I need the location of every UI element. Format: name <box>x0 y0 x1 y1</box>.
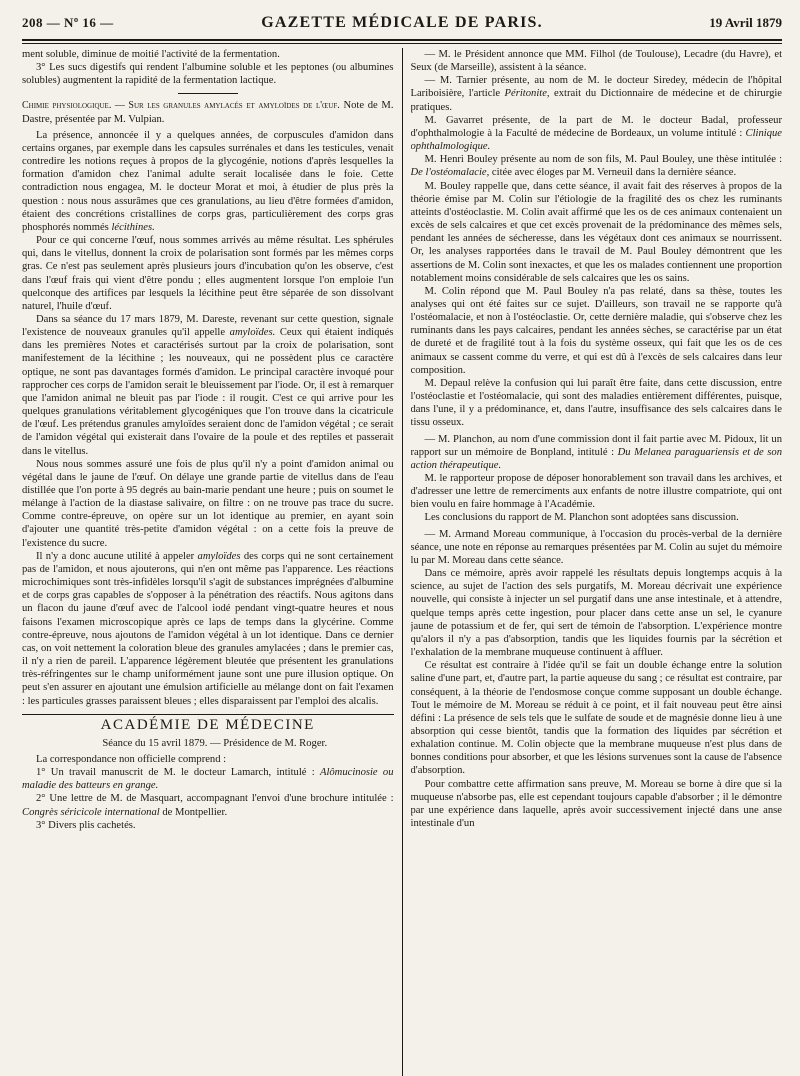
right-column <box>411 48 783 1076</box>
academy-title: ACADÉMIE DE MÉDECINE <box>100 716 315 733</box>
paragraph: M. Gavarret présente, de la part de M. le docteur Badal, professeur d'ophthalmologie à la Faculté de médecine de Bordeaux, un volume intitulé : Clinique ophthalmologique. <box>410 114 783 153</box>
paragraph: 3° Les sucs digestifs qui rendent l'albumine soluble et les peptones (ou albumines solubles) augmentent la rapidité de la fermentation lactique. <box>22 62 394 87</box>
paragraph: La présence, annoncée il y a quelques années, de corpuscules d'amidon dans certains organes, par exemple dans les capsules surrénales et dans les testicules, venait contredire les notions reçues à propos de la glycogénie, notions d'après lesquelles la formation d'amidon chez l'animal adulte serait localisée dans le foie. Cette contradiction nous engagea, M. le docteur Morat et moi, à étudier de plus près la question : nous nous assurâmes que ces granulations, au lieu d'être formées d'amidon, étaient des concrétions cristallines de corps gras, particulièrement des corps gras phosphorés nommés lécithines. <box>22 129 394 233</box>
paragraph: Les conclusions du rapport de M. Planchon sont adoptées sans discussion. <box>424 512 739 524</box>
paragraph: — M. Armand Moreau communique, à l'occasion du procès-verbal de la dernière séance, une note en réponse au remarques présentées par M. Colin au sujet du mémoire lu par M. Moreau dans cette séance. <box>410 528 783 566</box>
paragraph: Il n'y a donc aucune utilité à appeler amyloïdes des corps qui ne sont certainement pas de l'amidon, et nous ajouterons, qui n'en ont même pas l'apparence. Les réactions microchimiques sont très-infidèles lorsqu'il s'agit de substances imprégnées d'albumine et de corps gras capables de s'opposer à la pénétration des réactifs. Nous agitons dans un flacon du jaune d'œuf avec de l'alcool iodé pendant vingt-quatre heures et nous faisons l'examen microscopique après ce laps de temps dans la glycérine. Comme contre-épreuve, nous ajoutons de l'amidon végétal à un lot identique. Dans ce dernier cas, on voit nettement la coloration bleue des granules amylacées ; dans le premier cas, il n'y a rien de pareil. L'apparence légèrement bleutée que présentent les granulations très-réfringentes sur le champ uniformément jaune sont une pure illusion optique. On peut s'en assurer en ajoutant une émulsion artificielle au mélange dont on fait l'examen : les particules grasses paraissent bleues ; elles disparaissent par l'emploi des alcalis. <box>22 550 394 707</box>
column-separator <box>402 48 403 1076</box>
paragraph: M. Henri Bouley présente au nom de son fils, M. Paul Bouley, une thèse intitulée : De l'ostéomalacie, citée avec éloges par M. Verneuil dans la dernière séance. <box>410 154 783 179</box>
masthead <box>22 14 782 36</box>
header-rule <box>22 39 782 41</box>
section-divider <box>178 93 238 94</box>
paragraph: M. Depaul relève la confusion qui lui paraît être faite, dans cette discussion, entre l'ostéoclastie et l'ostéomalacie, qui sont des maladies entièrement différentes, puisque, dans l'une, il y a prédominance, et, dans l'autre, insuffisance des sels calcaires dans le tissu osseux. <box>410 377 783 429</box>
paragraph: M. Bouley rappelle que, dans cette séance, il avait fait des réserves à propos de la théorie émise par M. Colin sur l'étiologie de la fragilité des os chez les ruminants atteints d'ostéoclastie. M. Colin avait affirmé que les os de ces animaux contenaient un excès de sels calcaires et que cet excès provenait de la prédominance des mêmes sels, pendant les années de sécheresse, dans les végétaux dont ces animaux se nourrissent. Or, les analyses rapportées dans le travail de M. Paul Bouley démontrent que les assertions de M. Colin sont inexactes, et que les os malades contiennent une proportion notablement moins considérable de sels calcaires que les os sains. <box>410 180 783 284</box>
section-label: Chimie physiologique. — Sur les granules amylacés et amyloïdes de l'œuf. <box>22 100 340 112</box>
paragraph: — M. le Président annonce que MM. Filhol (de Toulouse), Lecadre (du Havre), et Seux (de Marseille), assistent à la séance. <box>410 49 783 74</box>
paragraph: Nous nous sommes assuré une fois de plus qu'il n'y a point d'amidon animal ou végétal dans le jaune de l'œuf. On délaye une grande partie de vitellus dans de l'eau distillée que l'on porte à 95 degrés au bain-marie pendant une heure ; puis on soumet le mélange à l'action de la diastase salivaire, on filtre : on ne trouve pas trace du sucre. Comme contre-épreuve, on opère sur un lot identique au premier, en ayant soin d'ajouter une quantité très-petite d'amidon végétal : on a cette fois la preuve de l'existence du sucre. <box>22 458 394 549</box>
paragraph: M. Colin répond que M. Paul Bouley n'a pas relaté, dans sa thèse, toutes les analyses qui ont été faites sur ce sujet. D'ailleurs, son travail ne se rapporte qu'à l'ostéomalacie, et non à l'ostéoclastie. Or, cette dernière maladie, qui s'observe chez les ruminants dans les pays calcaires, pendant les années sèches, se caractérise par un état de dureté et de fragilité tout à la fois du système osseux, qui fait que les os de ces animaux se cassent comme du verre, et qui est dû à l'excès de sels calcaires dans leur composition. <box>410 285 783 376</box>
publication-title: GAZETTE MÉDICALE DE PARIS. <box>261 14 543 31</box>
paragraph: Pour ce qui concerne l'œuf, nous sommes arrivés au même résultat. Les sphérules qui, dans le vitellus, donnent la croix de polarisation sont formés par les mêmes corps gras. Ce n'est pas seulement après plusieurs jours d'incubation qu'on les observe, c'est dans l'œuf frais qui vient d'être pondu ; elles augmentent lorsque l'on emploie l'un quelconque des artifices par lesquels la lécithine peut être séparée de son dissolvant naturel, l'huile d'œuf. <box>22 235 394 312</box>
paragraph: Pour combattre cette affirmation sans preuve, M. Moreau se borne à dire que si la muqueuse n'absorbe pas, elle est cependant toujours capable d'absorber ; il le démontre par une expérience dans laquelle, après avoir successivement injecté dans une anse intestinale d'un <box>410 778 783 830</box>
issue-date: 19 Avril 1879 <box>709 15 782 30</box>
paragraph: ment soluble, diminue de moitié l'activité de la fermentation. <box>22 49 280 60</box>
text-columns <box>22 48 782 1076</box>
paragraph: — M. Planchon, au nom d'une commission dont il fait partie avec M. Pidoux, lit un rapport sur un mémoire de Bonpland, intitulé : Du Melanea paraguariensis et de son action thérapeutique. <box>410 433 783 471</box>
paragraph: M. le rapporteur propose de déposer honorablement son travail dans les archives, et d'adresser une lettre de remerciments aux enfants de notre illustre compatriote, qui ont bien voulu en faire hommage à l'Académie. <box>410 473 783 511</box>
paragraph: La correspondance non officielle comprend : <box>36 753 227 765</box>
section-note: Note de M. Dastre, présentée par M. Vulpian. <box>22 100 394 125</box>
paragraph: 1° Un travail manuscrit de M. le docteur Lamarch, intitulé : Alômucinosie ou maladie des batteurs en grange. <box>22 767 394 792</box>
paragraph: Dans sa séance du 17 mars 1879, M. Dareste, revenant sur cette question, signale l'existence de nouveaux granules qu'il appelle amyloïdes. Ceux qui étaient indiqués dans les premières Notes et caractérisés surtout par la croix de polarisation, sont manifestement de la lécithine ; les nouveaux, qui ne possèdent plus ce caractère optique, ne sont pas davantages formés d'amidon. Le principal caractère invoqué pour rapprocher ces corps de l'amidon serait le bleuissement par l'iode. Or, il est à remarquer que l'amidon animal ne bleuit pas par l'iode : il rougit. C'est ce qui arrive pour les quelques granulations véritablement glycogéniques que l'on trouve dans la cicatricule de l'œuf. Les prétendus granules amyloïdes seraient donc de l'amidon végétal ; ce serait de l'amidon végétal qui existerait dans l'ovaire de la poule et des reptiles et passerait dans le vitellus. <box>22 313 394 457</box>
paragraph: — M. Tarnier présente, au nom de M. le docteur Siredey, médecin de l'hôpital Lariboisière, l'article Péritonite, extrait du Dictionnaire de médecine et de chirurgie pratiques. <box>410 75 783 113</box>
page-number: 208 — Nº 16 — <box>22 15 114 30</box>
session-line: Séance du 15 avril 1879. — Présidence de M. Roger. <box>102 737 328 749</box>
section-heading <box>22 99 394 125</box>
left-column <box>22 48 394 1076</box>
header-rule-thin <box>22 43 782 44</box>
section-title-band <box>22 714 394 732</box>
paragraph: Dans ce mémoire, après avoir rappelé les résultats depuis longtemps acquis à la science, au sujet de l'action des sels purgatifs, M. Moreau décrivait une expérience nouvelle, qui consiste à injecter un sel purgatif dans une anse intestinale, et à attendre, quelque temps après cette ingestion, pour placer dans cette anse un sel, le cyanure jaune de potassium et de fer, qui sert de témoin de l'absorption. L'expérience montre qu'alors il n'y a pas d'absorption, tandis que les liquides fournis par la sécrétion et l'exhalation de la membrane muqueuse continuent à affluer. <box>410 568 783 659</box>
paragraph: 2° Une lettre de M. de Masquart, accompagnant l'envoi d'une brochure intitulée : Congrès séricicole international de Montpellier. <box>22 793 394 818</box>
paragraph: Ce résultat est contraire à l'idée qu'il se fait un double échange entre la solution saline d'une part, et, d'autre part, la partie aqueuse du sang ; ce résultat est contraire, par conséquent, à la théorie de l'endosmose conçue comme supposant un double échange. Tout le mémoire de M. Moreau se réduit à ce point, et il fait nouveau peut être ainsi défini : La présence de sels tels que le sulfate de soude et de magnésie donne lieu à une absorption qui cesse bientôt, tandis que la formation des liquides par sécrétion et exhalation continue. M. Colin objecte que la membrane muqueuse n'est plus dans de bonnes conditions pour absorber, et que les lésions survenues sont la cause de l'absence d'absorption. <box>410 660 783 777</box>
paragraph: 3° Divers plis cachetés. <box>36 819 136 831</box>
